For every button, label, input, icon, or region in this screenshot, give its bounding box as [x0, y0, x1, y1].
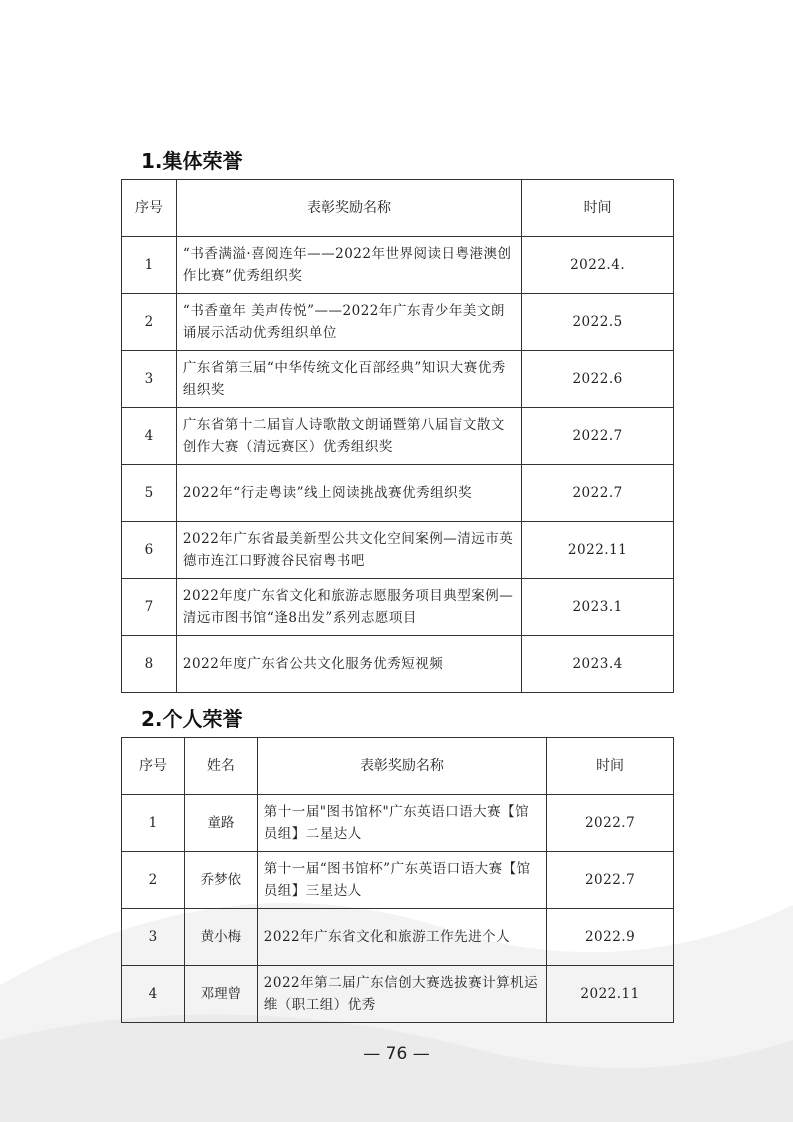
- header-award-name: 表彰奖励名称: [176, 180, 521, 237]
- row-award-name: 广东省第十二届盲人诗歌散文朗诵暨第八届盲文散文创作大赛（清远赛区）优秀组织奖: [176, 408, 521, 465]
- table-row: [122, 408, 674, 465]
- row-award-name: “书香满溢·喜阅连年——2022年世界阅读日粤港澳创作比赛”优秀组织奖: [176, 237, 521, 294]
- row-no: 4: [122, 408, 177, 465]
- table-row: [122, 909, 674, 966]
- row-person: 黄小梅: [184, 909, 257, 966]
- row-no: 1: [122, 795, 185, 852]
- row-award-name: 第十一届"图书馆杯"广东英语口语大赛【馆员组】二星达人: [257, 795, 546, 852]
- table-row: [122, 852, 674, 909]
- row-award-name: 2022年广东省文化和旅游工作先进个人: [257, 909, 546, 966]
- row-person: 乔梦依: [184, 852, 257, 909]
- table-row: [122, 237, 674, 294]
- row-no: 5: [122, 465, 177, 522]
- table-header-row: [122, 738, 674, 795]
- header-time: 时间: [547, 738, 674, 795]
- row-no: 6: [122, 522, 177, 579]
- row-no: 3: [122, 351, 177, 408]
- header-time: 时间: [522, 180, 674, 237]
- row-no: 2: [122, 294, 177, 351]
- row-person: 邓理曾: [184, 966, 257, 1023]
- row-no: 1: [122, 237, 177, 294]
- row-no: 7: [122, 579, 177, 636]
- row-award-name: 广东省第三届“中华传统文化百部经典”知识大赛优秀组织奖: [176, 351, 521, 408]
- section-title-collective: 1.集体荣誉: [141, 149, 243, 173]
- row-no: 2: [122, 852, 185, 909]
- table-row: [122, 294, 674, 351]
- row-award-name: 2022年“行走粤读”线上阅读挑战赛优秀组织奖: [176, 465, 521, 522]
- collective-honors-table: [121, 179, 674, 693]
- header-no: 序号: [122, 738, 185, 795]
- table-row: [122, 795, 674, 852]
- row-award-name: 2022年第二届广东信创大赛选拔赛计算机运维（职工组）优秀: [257, 966, 546, 1023]
- row-no: 4: [122, 966, 185, 1023]
- row-time: 2022.6: [522, 351, 674, 408]
- row-award-name: 第十一届“图书馆杯”广东英语口语大赛【馆员组】三星达人: [257, 852, 546, 909]
- header-award-name: 表彰奖励名称: [257, 738, 546, 795]
- row-award-name: 2022年广东省最美新型公共文化空间案例—清远市英德市连江口野渡谷民宿粤书吧: [176, 522, 521, 579]
- section-title-individual: 2.个人荣誉: [141, 707, 243, 731]
- row-time: 2023.1: [522, 579, 674, 636]
- row-person: 童路: [184, 795, 257, 852]
- individual-honors-table: [121, 737, 674, 1023]
- table-header-row: [122, 180, 674, 237]
- table-row: [122, 351, 674, 408]
- row-time: 2022.9: [547, 909, 674, 966]
- row-time: 2022.7: [522, 408, 674, 465]
- row-time: 2023.4: [522, 636, 674, 693]
- row-time: 2022.11: [522, 522, 674, 579]
- table-row: [122, 465, 674, 522]
- row-time: 2022.7: [547, 852, 674, 909]
- table-row: [122, 636, 674, 693]
- header-person: 姓名: [184, 738, 257, 795]
- row-time: 2022.4.: [522, 237, 674, 294]
- row-no: 3: [122, 909, 185, 966]
- row-award-name: 2022年度广东省文化和旅游志愿服务项目典型案例—清远市图书馆“逢8出发”系列志愿项目: [176, 579, 521, 636]
- header-no: 序号: [122, 180, 177, 237]
- table-row: [122, 522, 674, 579]
- row-no: 8: [122, 636, 177, 693]
- table-row: [122, 579, 674, 636]
- row-time: 2022.7: [547, 795, 674, 852]
- row-time: 2022.11: [547, 966, 674, 1023]
- page-number: — 76 —: [363, 1044, 430, 1064]
- row-time: 2022.7: [522, 465, 674, 522]
- row-award-name: “书香童年 美声传悦”——2022年广东青少年美文朗诵展示活动优秀组织单位: [176, 294, 521, 351]
- row-award-name: 2022年度广东省公共文化服务优秀短视频: [176, 636, 521, 693]
- table-row: [122, 966, 674, 1023]
- row-time: 2022.5: [522, 294, 674, 351]
